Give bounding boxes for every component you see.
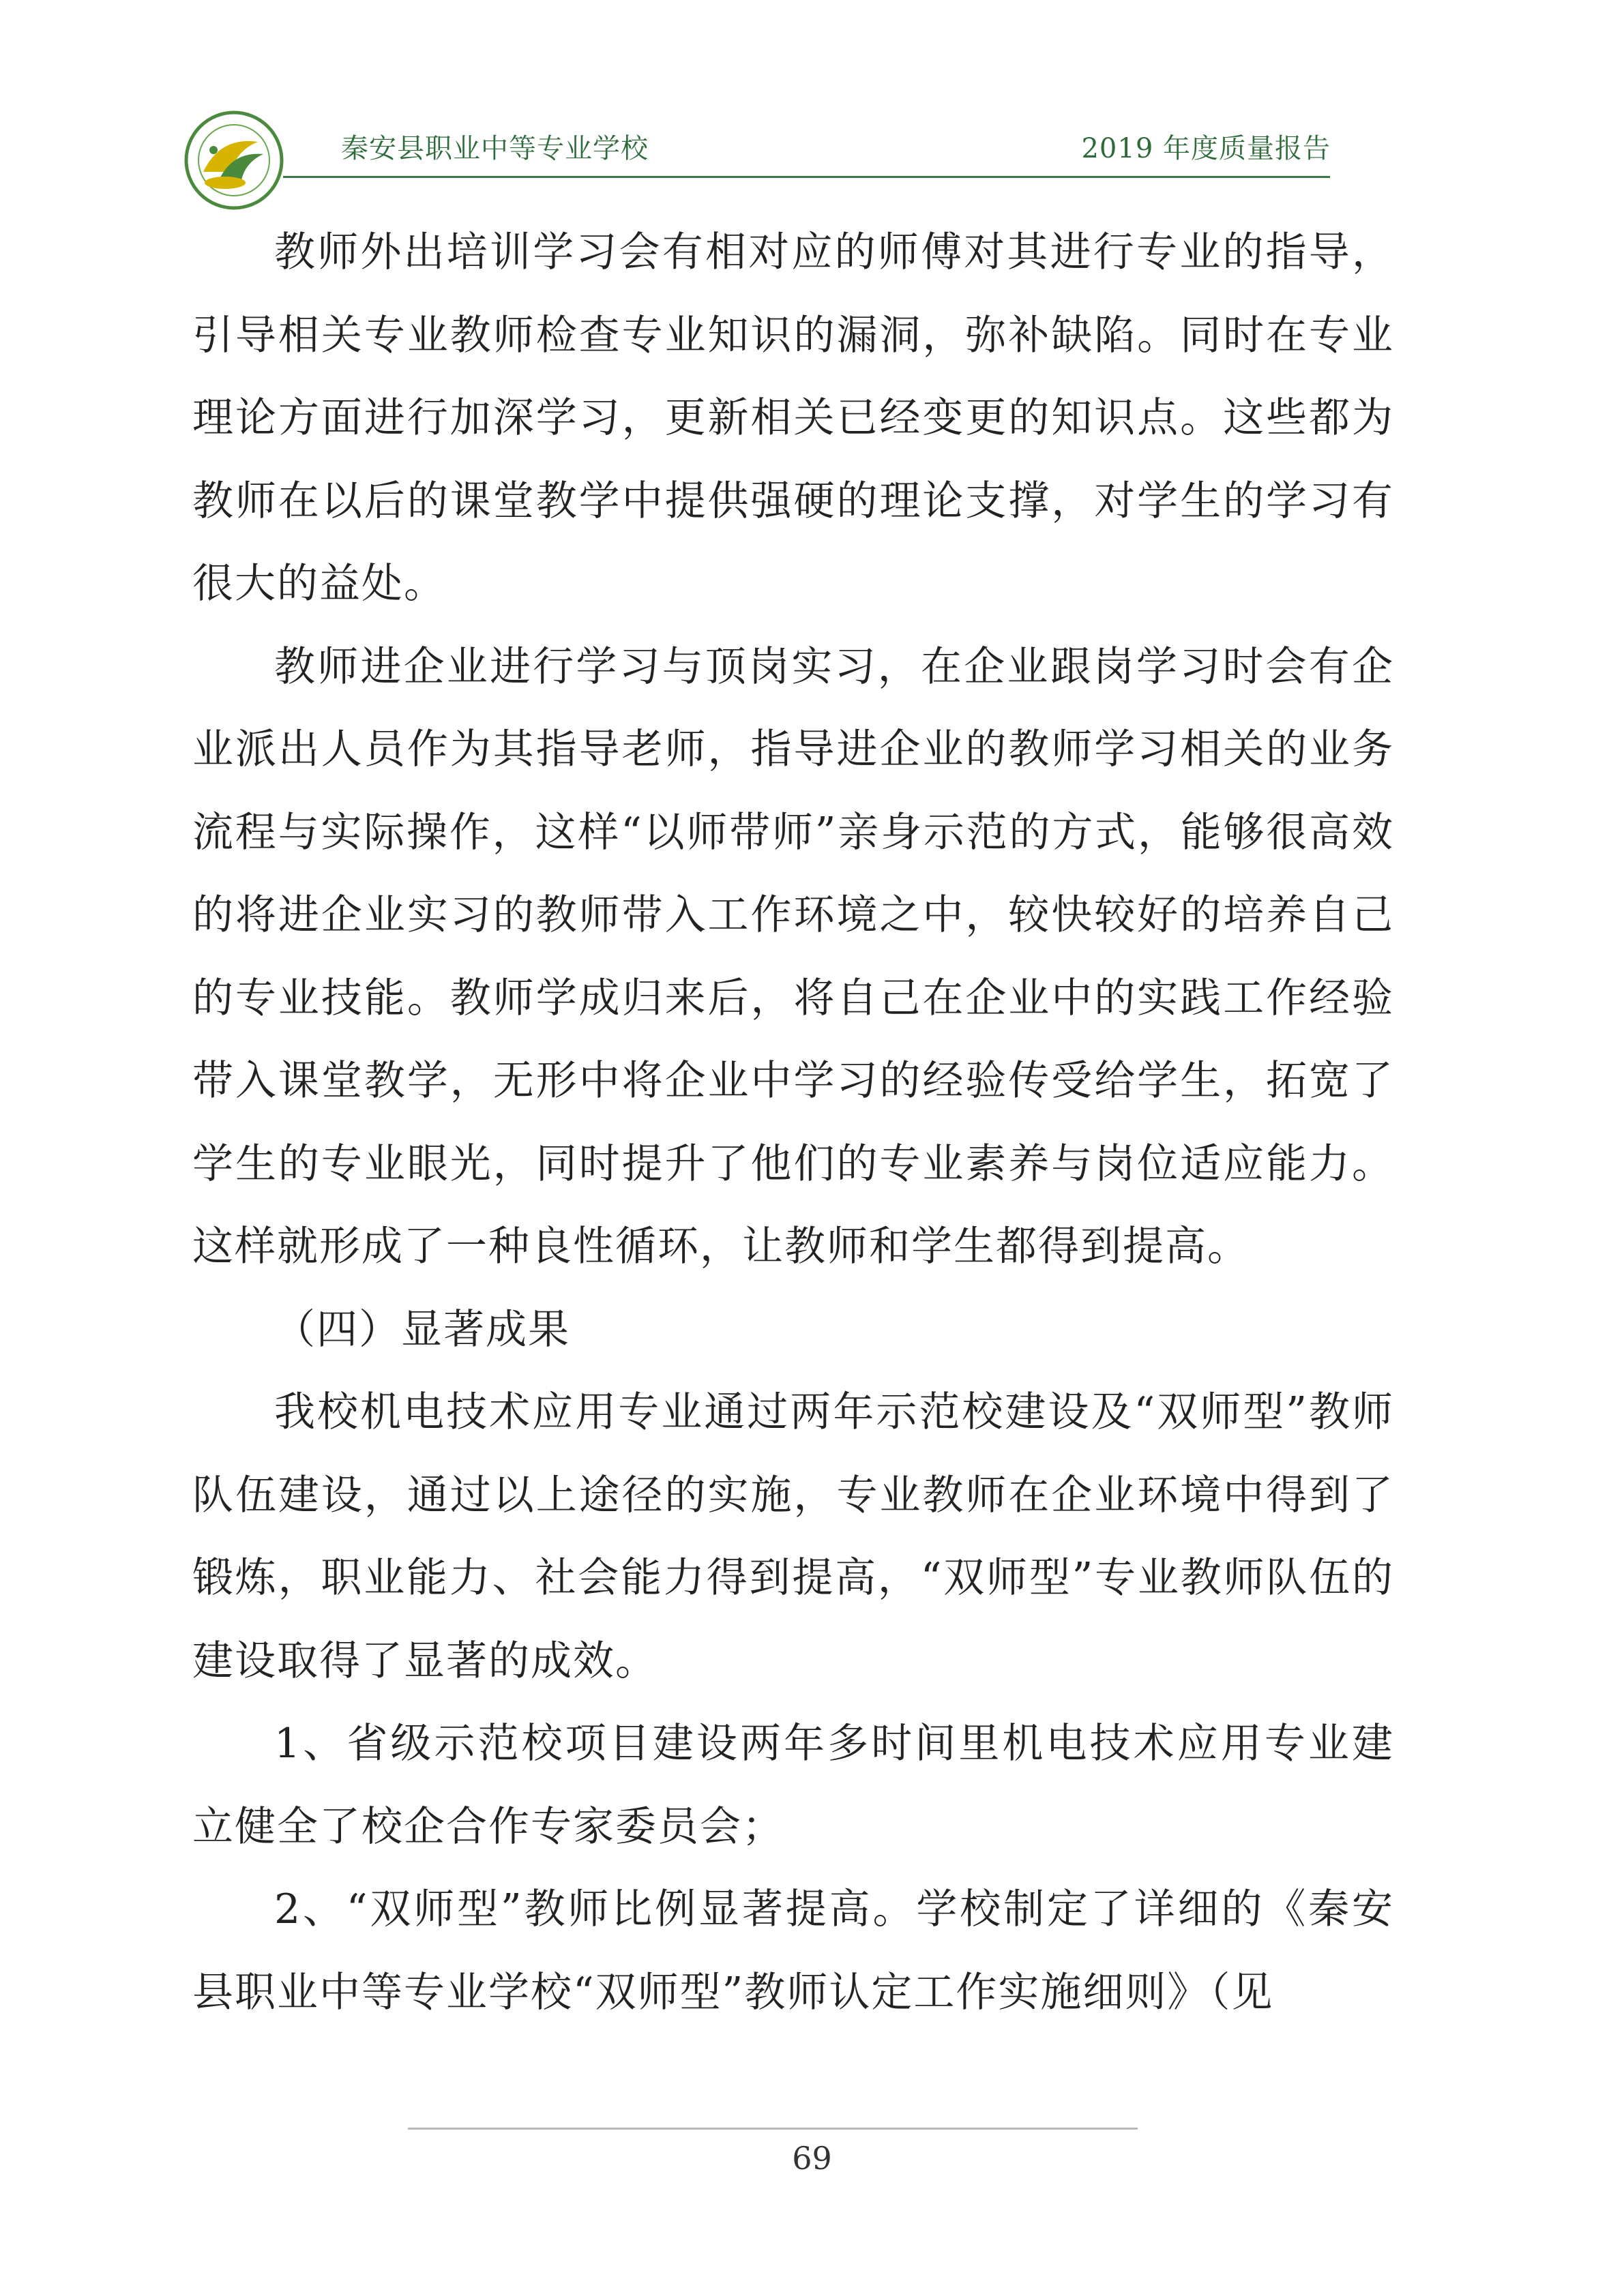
section-heading: （四）显著成果 — [274, 1305, 570, 1354]
footer-divider — [408, 2128, 1138, 2130]
header-school-name: 秦安县职业中等专业学校 — [341, 133, 649, 164]
paragraph-1: 教师外出培训学习会有相对应的师傅对其进行专业的指导，引导相关专业教师检查专业知识的漏洞，弥补缺陷。同时在专业理论方面进行加深学习，更新相关已经变更的知识点。这些都为教师在以后的课堂教学中提供强硬的理论支撑，对学生的学习有很大的益处。 — [192, 228, 1394, 608]
document-body — [192, 211, 1394, 2034]
header-divider — [283, 176, 1330, 178]
header-report-title: 2019 年度质量报告 — [1081, 133, 1331, 164]
page-number: 69 — [792, 2140, 832, 2177]
school-logo-icon — [183, 109, 285, 211]
paragraph-2: 教师进企业进行学习与顶岗实习，在企业跟岗学习时会有企业派出人员作为其指导老师，指导进企业的教师学习相关的业务流程与实际操作，这样“以师带师”亲身示范的方式，能够很高效的将进企业实习的教师带入工作环境之中，较快较好的培养自己的专业技能。教师学成归来后，将自己在企业中的实践工作经验带入课堂教学，无形中将企业中学习的经验传受给学生，拓宽了学生的专业眼光，同时提升了他们的专业素养与岗位适应能力。这样就形成了一种良性循环，让教师和学生都得到提高。 — [192, 642, 1394, 1270]
list-item-1: 1、省级示范校项目建设两年多时间里机电技术应用专业建立健全了校企合作专家委员会； — [192, 1720, 1394, 1851]
paragraph-3: 我校机电技术应用专业通过两年示范校建设及“双师型”教师队伍建设，通过以上途径的实施，专业教师在企业环境中得到了锻炼，职业能力、社会能力得到提高，“双师型”专业教师队伍的建设取得了显著的成效。 — [192, 1388, 1394, 1685]
list-item-2: 2、“双师型”教师比例显著提高。学校制定了详细的《秦安县职业中等专业学校“双师型”教师认定工作实施细则》（见 — [192, 1885, 1394, 2016]
